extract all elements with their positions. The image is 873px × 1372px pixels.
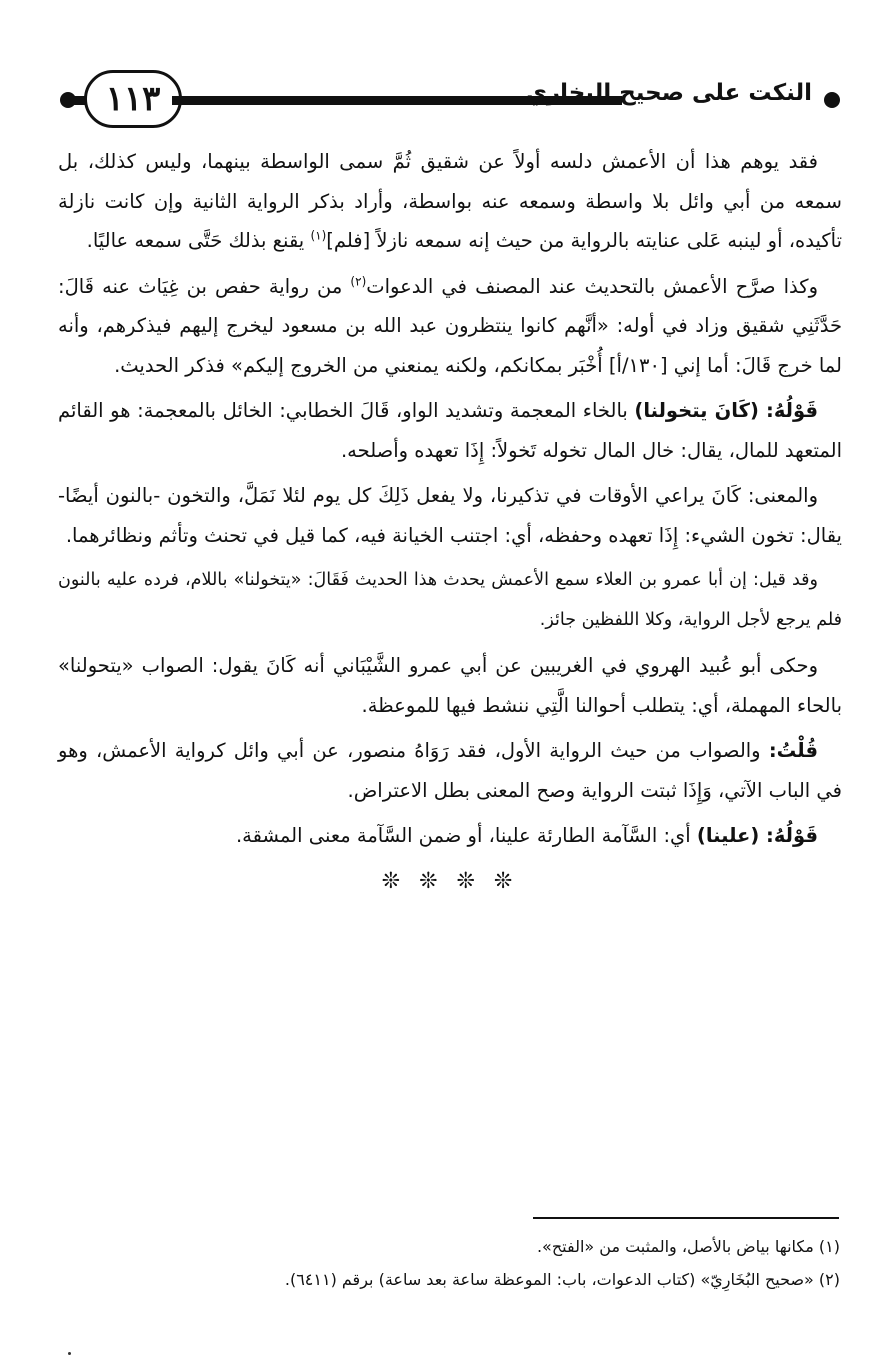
footnote-ref-2: (٢) [350, 274, 367, 288]
paragraph-1-text: فقد يوهم هذا أن الأعمش دلسه أولاً عن شقيق ثُمَّ سمى الواسطة بينهما، وليس كذلك، بل سمعه من أبي وائل بلا واسطة وسمعه عنه بواسطة، وأراد بذكر الرواية الثانية وإن كانت نازلة تأكيده، أو لينبه عَلى عنايته بالرواية من حيث إنه سمعه نازلاً [فلم] [58, 150, 842, 252]
paragraph-1 [58, 142, 842, 261]
paragraph-2 [58, 267, 842, 386]
lemma-label-2: قَوْلُهُ: (علينا) [696, 824, 818, 847]
paragraph-3 [58, 391, 842, 470]
paragraph-1-text-end: يقنع بذلك حَتَّى سمعه عاليًا. [86, 229, 311, 252]
footnotes [58, 1230, 840, 1296]
footnote-2: (٢) «صحيح البُخَارِيّ» (كتاب الدعوات، باب: الموعظة ساعة بعد ساعة) برقم (٦٤١١). [284, 1270, 840, 1289]
paragraph-4: والمعنى: كَانَ يراعي الأوقات في تذكيرنا، ولا يفعل ذَلِكَ كل يوم لئلا نَمَلَّ، والتخون -بالنون أيضًا- يقال: تخون الشيء: إِذَا تعهده وحفظه، أي: اجتنب الخيانة فيه، كما قيل في تحنث وتأثم ونظائرهما. [58, 484, 842, 547]
paragraph-7-text: والصواب من حيث الرواية الأول، فقد رَوَاهُ منصور، عن أبي وائل كرواية الأعمش، وهو في الباب الآتي، وَإِذَا ثبتت الرواية وصح المعنى بطل الاعتراض. [58, 739, 842, 802]
header-bullet-right [824, 92, 840, 108]
paragraph-7 [58, 731, 842, 810]
paragraph-8-text: أي: السَّآمة الطارئة علينا، أو ضمن السَّآمة معنى المشقة. [235, 824, 697, 847]
footnote-1: (١) مكانها بياض بالأصل، والمثبت من «الفتح». [536, 1237, 840, 1256]
paragraph-5: وقد قيل: إن أبا عمرو بن العلاء سمع الأعمش يحدث هذا الحديث فَقَالَ: «يتخولنا» باللام، فرده عليه بالنون فلم يرجع لأجل الرواية، وكلا اللفظين جائز. [58, 570, 842, 630]
paragraph-2-text-end: من رواية حفص بن غِيَاث عنه قَالَ: حَدَّثَنِي شقيق وزاد في أوله: «أنَّهم كانوا ينتظرون عبد الله بن مسعود ليخرج إليهم فيذكرهم، وأنه لما خرج قَالَ: أما إني [١٣٠/أ] أُخْبَر بمكانكم، ولكنه يمنعني من الخروج إليكم» فذكر الحديث. [58, 274, 842, 377]
running-title: النكت على صحيح البخاري [525, 80, 812, 106]
qultu-label: قُلْتُ: [768, 739, 818, 762]
paragraph-6: وحكى أبو عُبيد الهروي في الغريبين عن أبي عمرو الشَّيْبَاني أنه كَانَ يقول: الصواب «يتحولنا» بالحاء المهملة، أي: يتطلب أحوالنا الَّتِي ننشط فيها للموعظة. [58, 654, 842, 717]
paragraph-8 [58, 816, 842, 856]
paragraph-3-text: بالخاء المعجمة وتشديد الواو، قَالَ الخطابي: الخائل بالمعجمة: هو القائم المتعهد للمال، يقال: خال المال تخوله تَخولاً: إِذَا تعهده وأصلحه. [58, 399, 842, 462]
lemma-label-1: قَوْلُهُ: (كَانَ يتخولنا) [634, 399, 818, 422]
paragraph-2-text: وكذا صرَّح الأعمش بالتحديث عند المصنف في الدعوات [366, 274, 818, 298]
footnote-separator [533, 1217, 839, 1219]
main-text [58, 142, 842, 907]
footnote-ref-1: (١) [310, 228, 327, 243]
section-divider-stars: ❊ ❊ ❊ ❊ [381, 868, 519, 894]
page-number: ١١٣ [84, 70, 182, 128]
page-header [60, 66, 840, 132]
scan-speck [68, 1352, 71, 1355]
